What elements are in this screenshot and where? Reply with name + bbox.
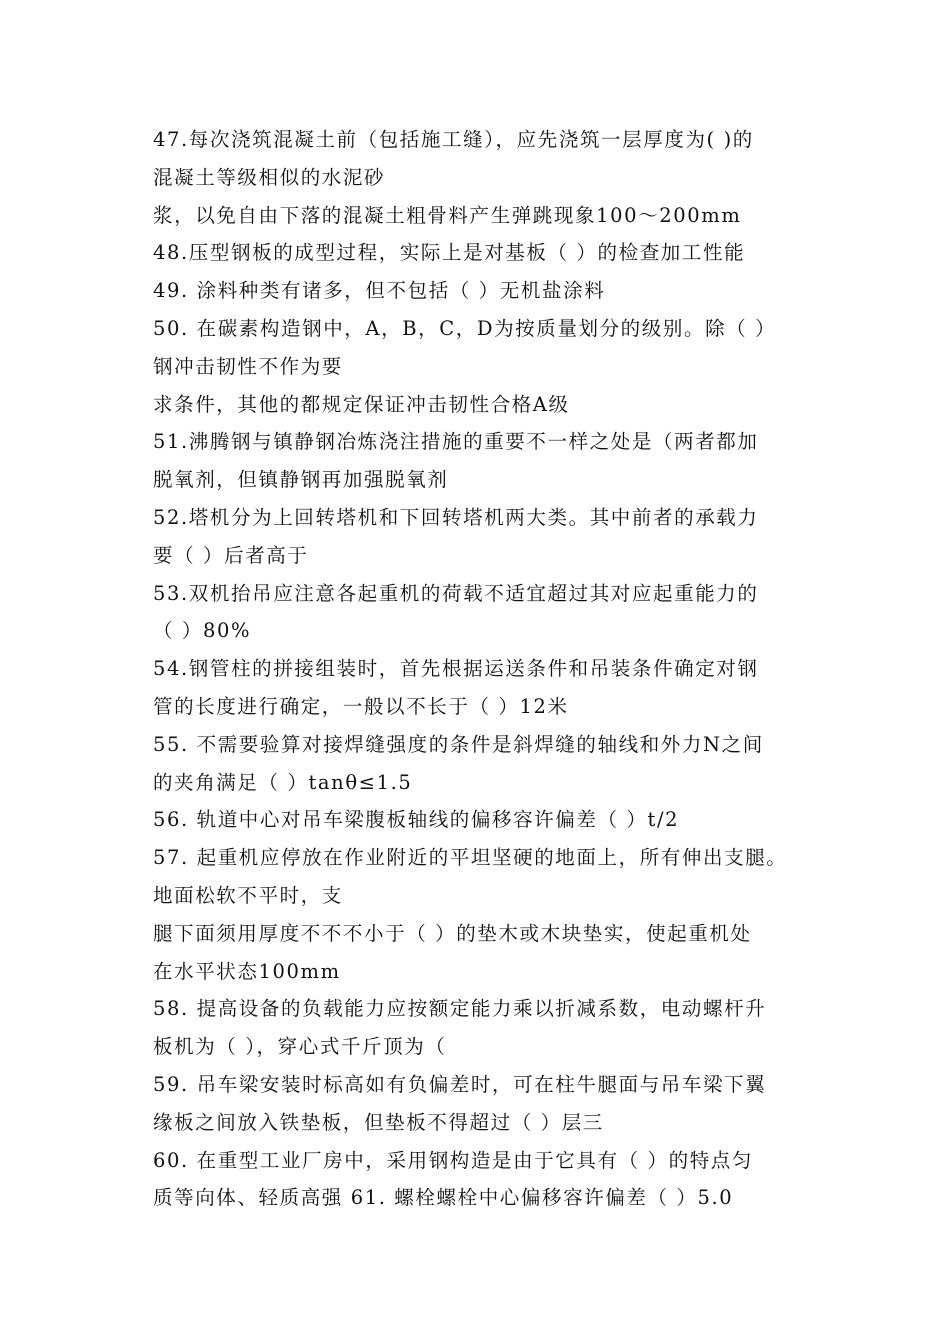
text-line-54b: 管的长度进行确定，一般以不长于（ ）12米	[153, 694, 569, 718]
text-line-53a: 53.双机抬吊应注意各起重机的荷载不适宜超过其对应起重能力的	[153, 581, 759, 605]
text-line-57d: 在水平状态100mm	[153, 959, 341, 983]
text-line-50c: 求条件，其他的都规定保证冲击韧性合格A级	[153, 392, 570, 416]
text-line-58b: 板机为（ ），穿心式千斤顶为（	[153, 1035, 447, 1059]
text-line-59b: 缘板之间放入铁垫板，但垫板不得超过（ ）层三	[153, 1110, 604, 1134]
text-line-60a: 60. 在重型工业厂房中，采用钢构造是由于它具有（ ）的特点匀	[153, 1148, 754, 1172]
text-line-47b: 混凝土等级相似的水泥砂	[153, 165, 386, 189]
text-line-50b: 钢冲击韧性不作为要	[153, 354, 343, 378]
text-line-57b: 地面松软不平时，支	[153, 883, 343, 907]
text-line-56: 56. 轨道中心对吊车梁腹板轴线的偏移容许偏差（ ）t/2	[153, 808, 680, 832]
text-line-55a: 55. 不需要验算对接焊缝强度的条件是斜焊缝的轴线和外力N之间	[153, 732, 764, 756]
text-line-57a: 57. 起重机应停放在作业附近的平坦坚硬的地面上，所有伸出支腿。	[153, 846, 788, 870]
text-line-50a: 50. 在碳素构造钢中，A，B，C，D为按质量划分的级别。除（ ）	[153, 316, 777, 340]
text-line-47a: 47.每次浇筑混凝土前（包括施工缝），应先浇筑一层厚度为( )的	[153, 128, 754, 151]
text-line-54a: 54.钢管柱的拼接组装时，首先根据运送条件和吊装条件确定对钢	[153, 657, 759, 681]
text-line-59a: 59. 吊车梁安装时标高如有负偏差时，可在柱牛腿面与吊车梁下翼	[153, 1072, 767, 1096]
text-line-52b: 要（ ）后者高于	[153, 543, 309, 567]
text-line-51b: 脱氧剂，但镇静钢再加强脱氧剂	[153, 468, 449, 492]
text-line-58a: 58. 提高设备的负载能力应按额定能力乘以折减系数，电动螺杆升	[153, 997, 767, 1021]
text-line-53b: （ ）80%	[153, 619, 252, 643]
text-line-52a: 52.塔机分为上回转塔机和下回转塔机两大类。其中前者的承载力	[153, 505, 759, 529]
document-body	[153, 121, 833, 1217]
text-line-49: 49. 涂料种类有诸多，但不包括（ ）无机盐涂料	[153, 279, 606, 303]
text-line-51a: 51.沸腾钢与镇静钢冶炼浇注措施的重要不一样之处是（两者都加	[153, 430, 759, 454]
text-line-60b: 质等向体、轻质高强 61. 螺栓螺栓中心偏移容许偏差（ ）5.0	[153, 1186, 734, 1210]
text-line-48: 48.压型钢板的成型过程，实际上是对基板（ ）的检查加工性能	[153, 241, 746, 265]
text-line-55b: 的夹角满足（ ）tanθ≤1.5	[153, 770, 413, 794]
text-line-57c: 腿下面须用厚度不不不小于（ ）的垫木或木块垫实，使起重机处	[153, 921, 752, 945]
text-line-47c: 浆，以免自由下落的混凝土粗骨料产生弹跳现象100～200mm	[153, 203, 742, 227]
